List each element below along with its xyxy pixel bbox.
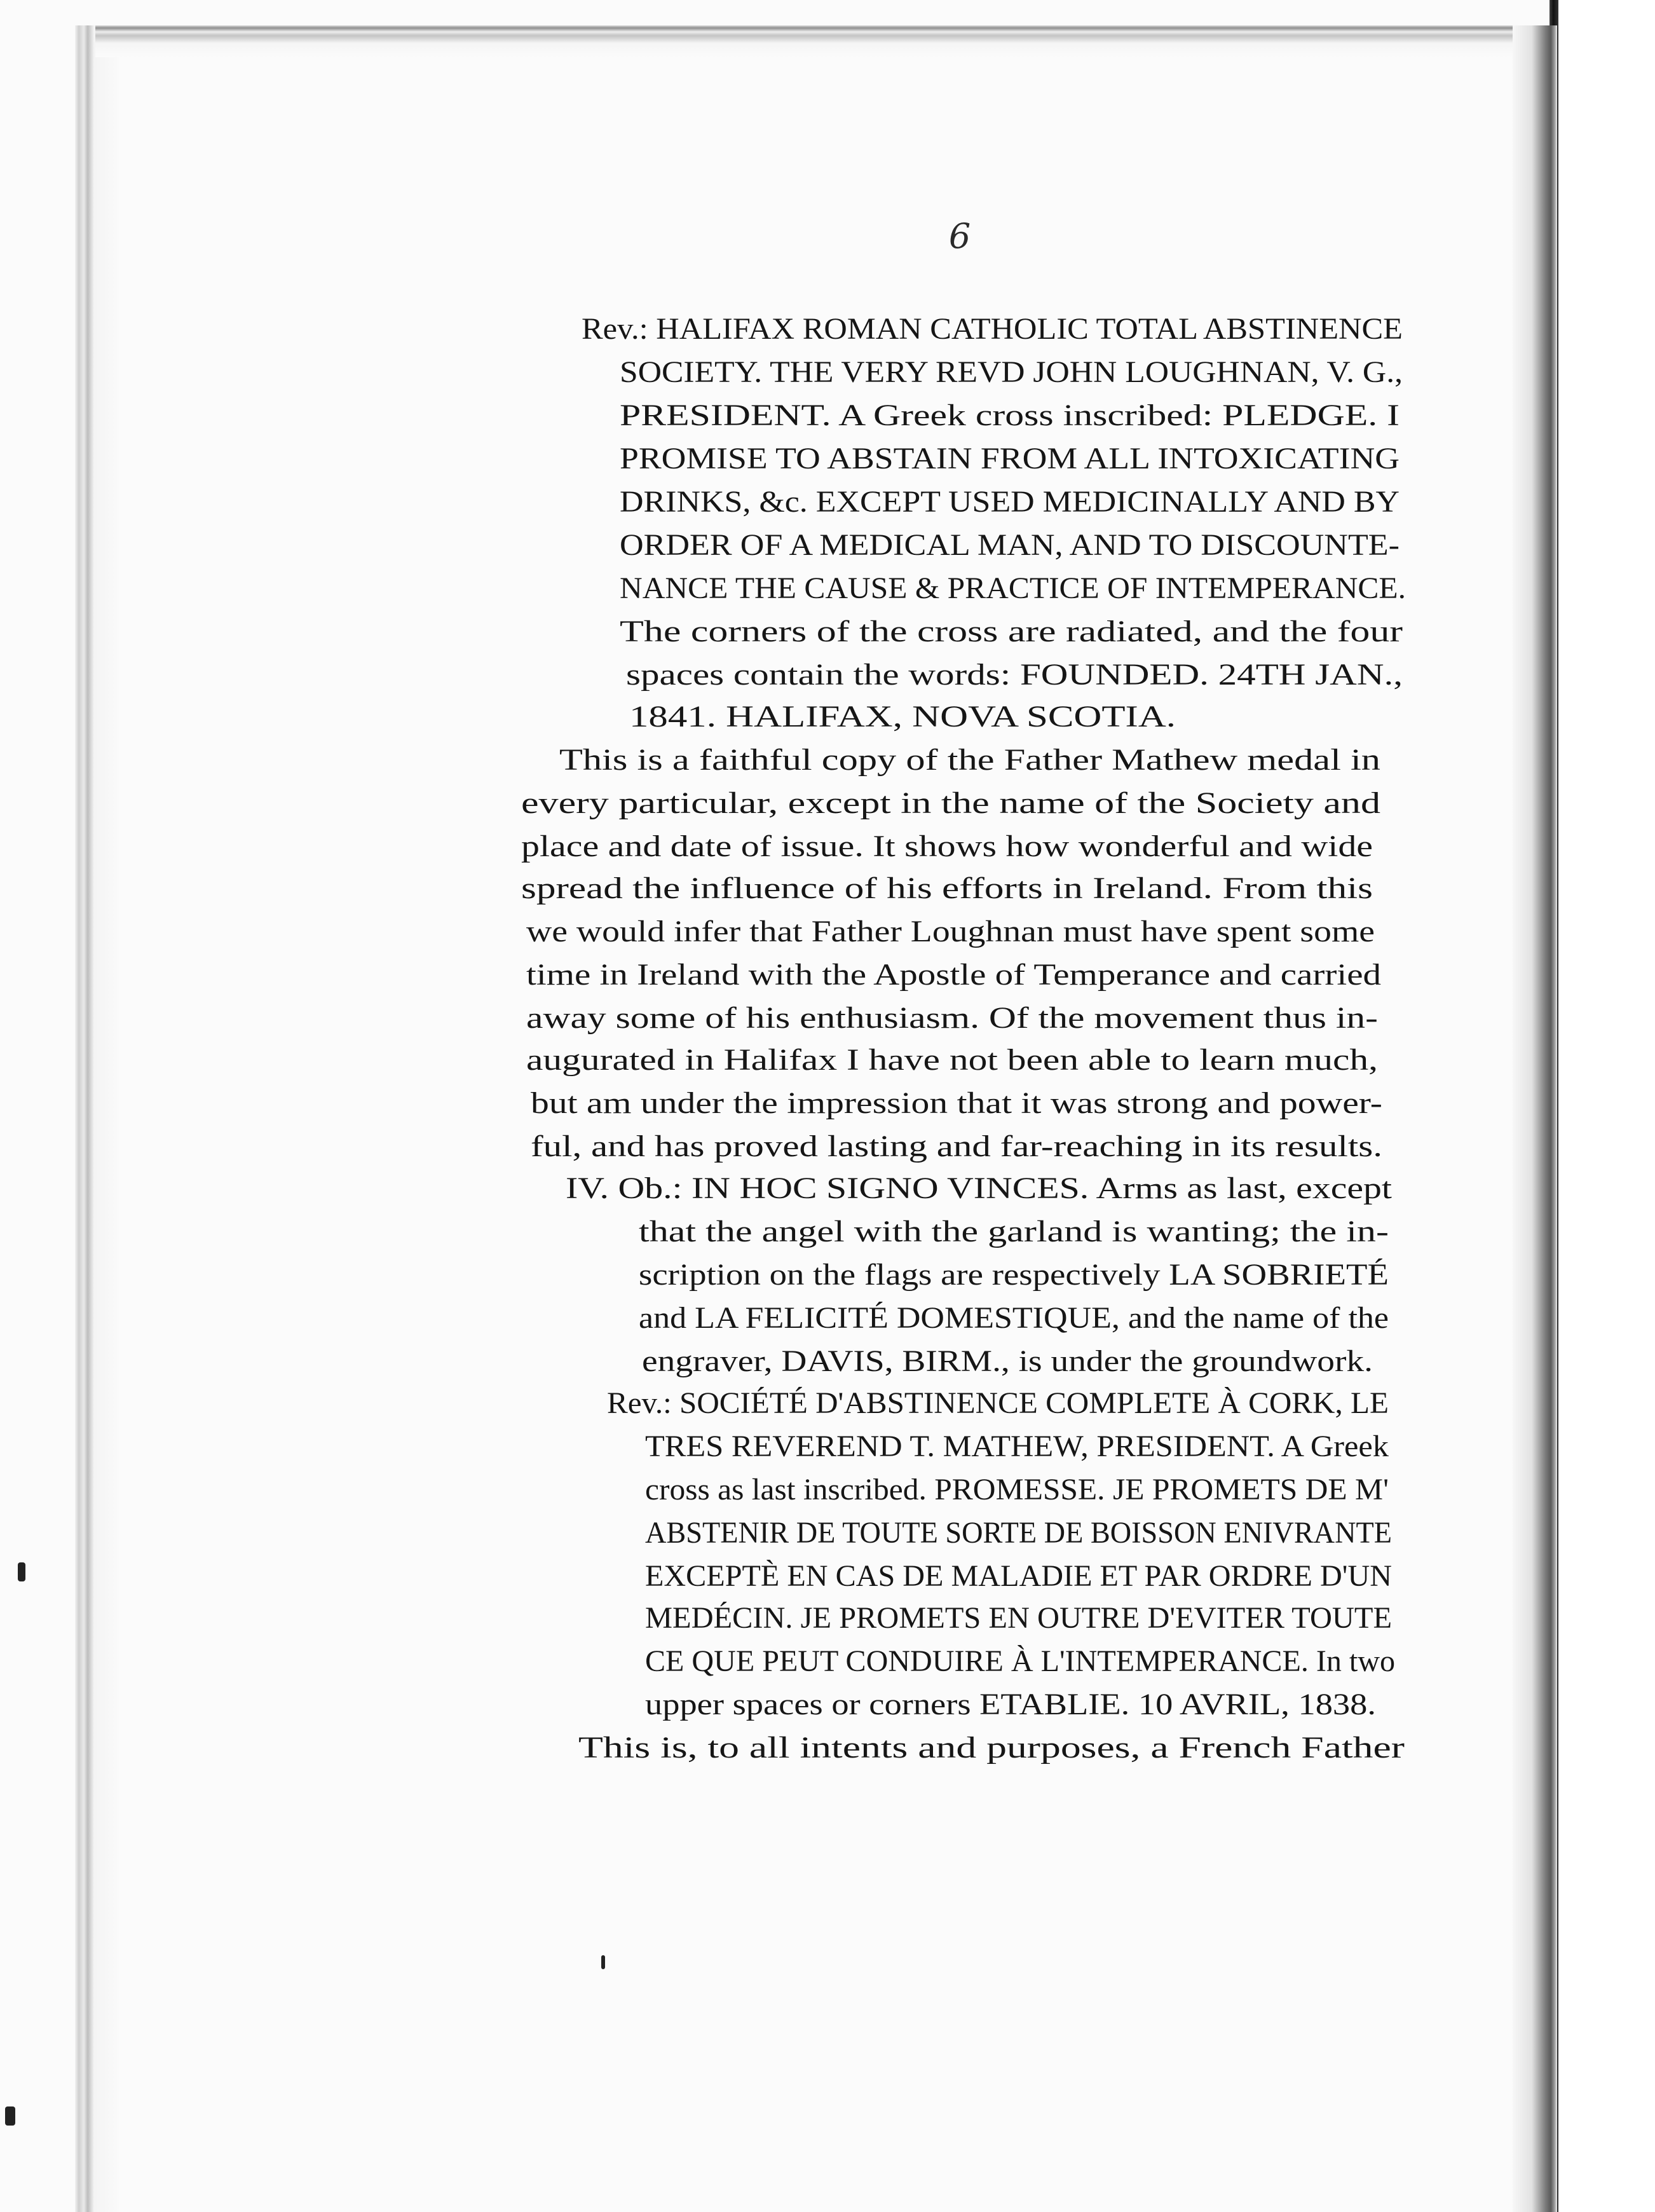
page-top-edge xyxy=(95,25,1551,57)
text-line: spaces contain the words: FOUNDED. 24TH JAN., xyxy=(626,658,1403,692)
text-line: spread the influence of his efforts in Ireland. From this xyxy=(521,871,1373,905)
text-line: SOCIETY. THE VERY REVD JOHN LOUGHNAN, V. G., xyxy=(620,355,1403,389)
text-line: that the angel with the garland is wanting; the in- xyxy=(639,1215,1389,1248)
scan-speck xyxy=(601,1955,605,1969)
adjacent-page xyxy=(1557,0,1655,2212)
text-line: MEDÉCIN. JE PROMETS EN OUTRE D'EVITER TOUTE xyxy=(645,1601,1392,1635)
scan-speck xyxy=(5,2106,15,2126)
text-line: we would infer that Father Loughnan must have spent some xyxy=(526,915,1375,948)
page-right-edge xyxy=(1513,25,1557,2212)
text-line: IV. Ob.: IN HOC SIGNO VINCES. Arms as last, except xyxy=(566,1171,1392,1205)
text-line: ful, and has proved lasting and far-reaching in its results. xyxy=(531,1130,1382,1163)
page-left-edge xyxy=(75,25,119,2212)
text-line: PROMISE TO ABSTAIN FROM ALL INTOXICATING xyxy=(620,442,1400,475)
text-line: The corners of the cross are radiated, and the four xyxy=(620,615,1403,648)
text-line: NANCE THE CAUSE & PRACTICE OF INTEMPERANCE. xyxy=(620,571,1406,605)
text-line: and LA FELICITÉ DOMESTIQUE, and the name of the xyxy=(639,1301,1389,1335)
text-line: scription on the flags are respectively LA SOBRIETÉ xyxy=(639,1258,1389,1292)
text-line: augurated in Halifax I have not been able to learn much, xyxy=(526,1043,1378,1077)
text-line: away some of his enthusiasm. Of the movement thus in- xyxy=(526,1001,1378,1035)
page-number: 6 xyxy=(948,216,971,256)
scan-speck xyxy=(18,1562,25,1581)
text-line: engraver, DAVIS, BIRM., is under the groundwork. xyxy=(642,1344,1373,1378)
text-line: ORDER OF A MEDICAL MAN, AND TO DISCOUNTE- xyxy=(620,528,1400,562)
text-line: every particular, except in the name of the Society and xyxy=(521,786,1380,820)
text-line: time in Ireland with the Apostle of Temperance and carried xyxy=(526,958,1381,992)
text-line: upper spaces or corners ETABLIE. 10 AVRIL, 1838. xyxy=(645,1688,1376,1721)
text-line: DRINKS, &c. EXCEPT USED MEDICINALLY AND BY xyxy=(620,485,1400,519)
text-line: EXCEPTÈ EN CAS DE MALADIE ET PAR ORDRE D'UN xyxy=(645,1559,1392,1593)
text-line: but am under the impression that it was strong and power- xyxy=(531,1086,1382,1120)
text-line: place and date of issue. It shows how wonderful and wide xyxy=(521,830,1373,863)
text-line: Rev.: HALIFAX ROMAN CATHOLIC TOTAL ABSTINENCE xyxy=(582,312,1403,346)
text-line: CE QUE PEUT CONDUIRE À L'INTEMPERANCE. In two xyxy=(645,1644,1395,1678)
text-line: ABSTENIR DE TOUTE SORTE DE BOISSON ENIVRANTE xyxy=(645,1516,1392,1550)
text-line: 1841. HALIFAX, NOVA SCOTIA. xyxy=(629,700,1176,734)
text-line: This is a faithful copy of the Father Mathew medal in xyxy=(559,743,1380,777)
text-line: This is, to all intents and purposes, a French Father xyxy=(578,1731,1405,1765)
text-line: TRES REVEREND T. MATHEW, PRESIDENT. A Greek xyxy=(645,1430,1389,1463)
text-line: cross as last inscribed. PROMESSE. JE PROMETS DE M' xyxy=(645,1473,1389,1506)
text-line: Rev.: SOCIÉTÉ D'ABSTINENCE COMPLETE À CORK, LE xyxy=(607,1386,1389,1420)
text-line: PRESIDENT. A Greek cross inscribed: PLEDGE. I xyxy=(620,399,1400,432)
